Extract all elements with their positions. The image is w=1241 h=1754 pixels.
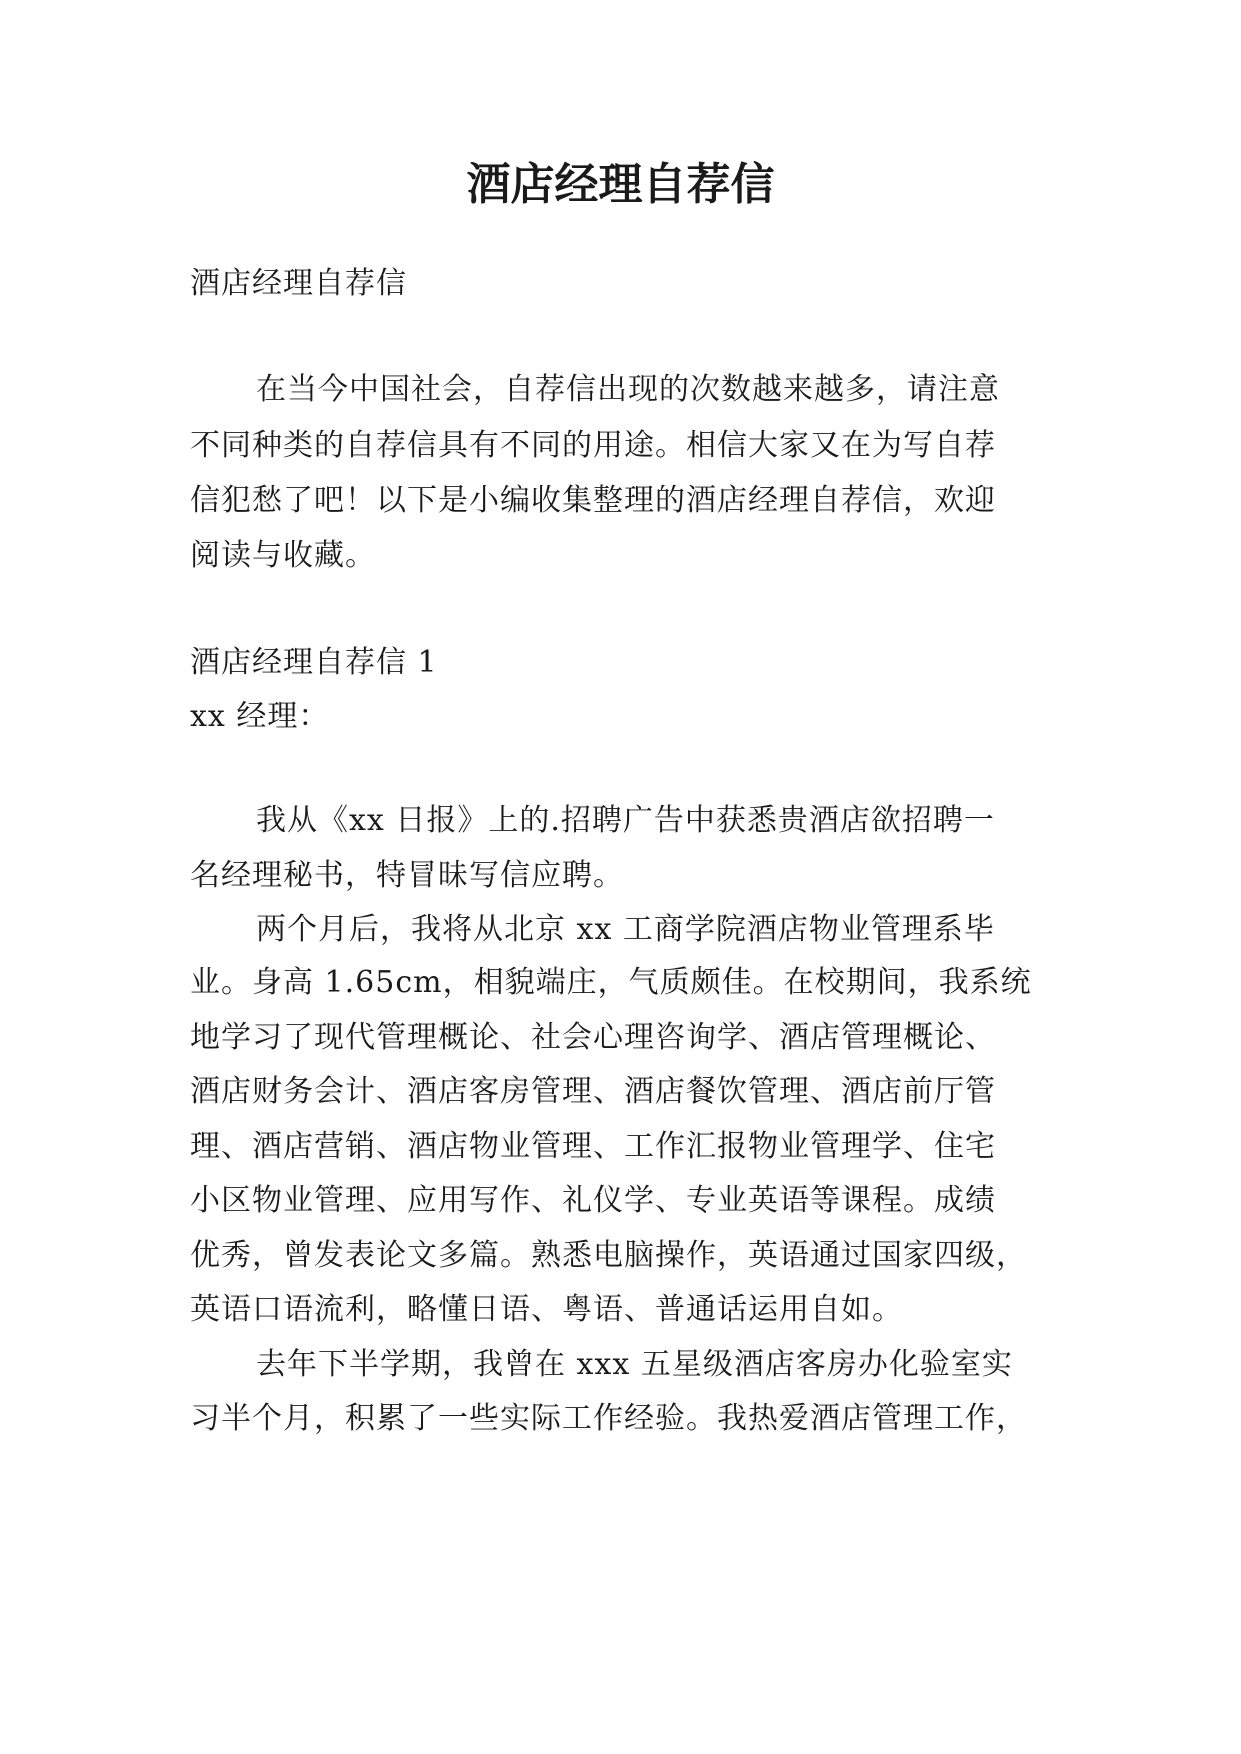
para1-line: 名经理秘书，特冒昧写信应聘。 xyxy=(190,858,624,893)
salutation: xx 经理： xyxy=(190,699,330,734)
intro-line: 阅读与收藏。 xyxy=(190,538,376,573)
section-heading: 酒店经理自荐信 1 xyxy=(190,645,438,680)
para2-line: 两个月后，我将从北京 xx 工商学院酒店物业管理系毕 xyxy=(256,912,995,947)
intro-line: 信犯愁了吧！以下是小编收集整理的酒店经理自荐信，欢迎 xyxy=(190,483,996,518)
para3-line: 习半个月，积累了一些实际工作经验。我热爱酒店管理工作， xyxy=(190,1401,1027,1436)
para2-line: 优秀，曾发表论文多篇。熟悉电脑操作，英语通过国家四级， xyxy=(190,1238,1027,1273)
document-title: 酒店经理自荐信 xyxy=(466,159,775,210)
para2-line: 英语口语流利，略懂日语、粤语、普通话运用自如。 xyxy=(190,1292,903,1327)
para2-line: 地学习了现代管理概论、社会心理咨询学、酒店管理概论、 xyxy=(190,1020,996,1055)
subtitle: 酒店经理自荐信 xyxy=(190,266,407,301)
para2-line: 酒店财务会计、酒店客房管理、酒店餐饮管理、酒店前厅管 xyxy=(190,1074,996,1109)
para3-line: 去年下半学期，我曾在 xxx 五星级酒店客房办化验室实 xyxy=(256,1347,1013,1382)
para2-line: 业。身高 1.65cm，相貌端庄，气质颇佳。在校期间，我系统 xyxy=(190,965,1032,1000)
para1-line: 我从《xx 日报》上的.招聘广告中获悉贵酒店欲招聘一 xyxy=(256,803,995,838)
para2-line: 小区物业管理、应用写作、礼仪学、专业英语等课程。成绩 xyxy=(190,1183,996,1218)
para2-line: 理、酒店营销、酒店物业管理、工作汇报物业管理学、住宅 xyxy=(190,1129,996,1164)
intro-line: 在当今中国社会，自荐信出现的次数越来越多，请注意 xyxy=(256,372,1000,407)
intro-line: 不同种类的自荐信具有不同的用途。相信大家又在为写自荐 xyxy=(190,428,996,463)
